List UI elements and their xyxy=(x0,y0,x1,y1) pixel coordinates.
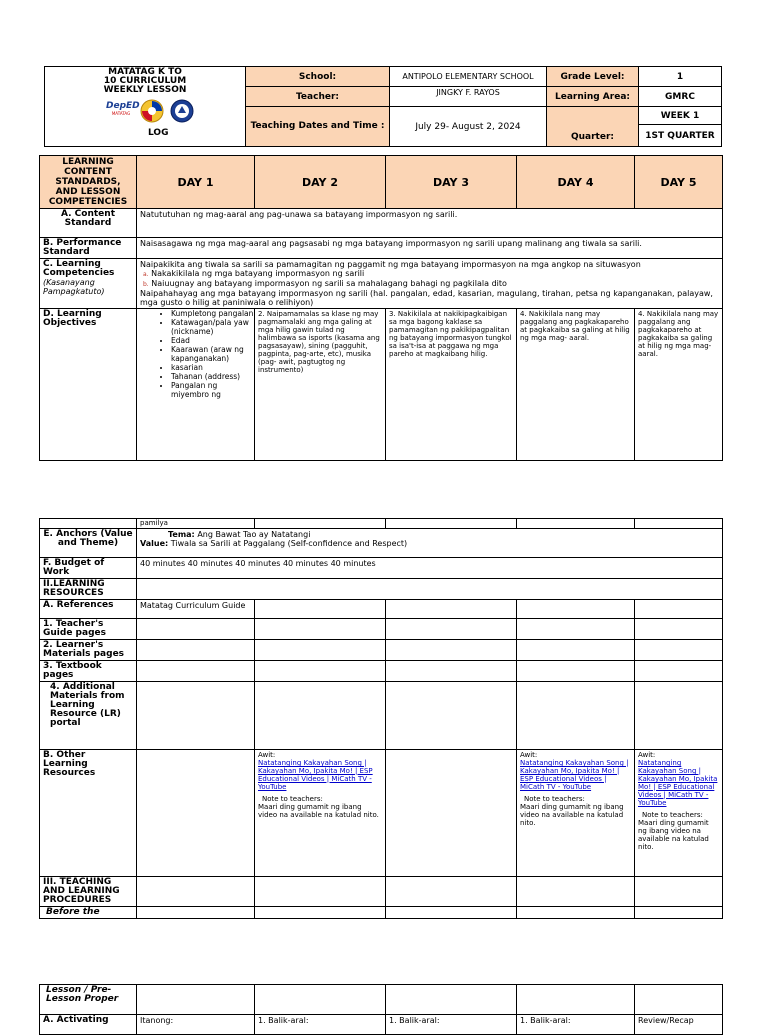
competencies-text: Naipakikita ang tiwala sa sarili sa pamamagitan ng paggamit ng mga batayang impormasyon na mga angkop na situwasyon a. Nakakikilala ng mga batayang impormasyon ng sarili b. Naiuugnay ang batayang impormasyon ng sarili sa mahalagang bahagi ng pagkilala dito Naipahahayag ang mga batayang impormasyon ng sarili (hal. pangalan, edad, kasarian, magulang, tirahan, petsa ng kapanganakan, palayaw, mga gusto o hilig at paniniwala o relihiyon) xyxy=(137,259,723,309)
procedures-label: III. TEACHING AND LEARNING PROCEDURES xyxy=(40,877,137,907)
competencies-table xyxy=(39,155,723,461)
log-label: LOG xyxy=(148,128,169,138)
logos xyxy=(48,99,242,129)
corner-header: LEARNING CONTENT STANDARDS, AND LESSON COMPETENCIES xyxy=(40,156,137,209)
form-title: MATATAG K TO 10 CURRICULUM WEEKLY LESSON xyxy=(103,67,187,95)
day5-header: DAY 5 xyxy=(635,156,723,209)
day3-header: DAY 3 xyxy=(386,156,517,209)
objectives-day3: 3. Nakikilala at nakikipagkaibigan sa mga bagong kaklase sa pamamagitan ng pakikipagpalitan ng batayang impormasyon tungkol sa isa't-isa at paggawa ng mga pareho at magkaibang hilig. xyxy=(386,309,517,461)
teacher-label: Teacher: xyxy=(246,87,390,107)
list-item: • Kumpletong pangalan xyxy=(171,309,254,318)
grade-value: 1 xyxy=(639,67,722,87)
anchors-text: Tema: Ang Bawat Tao ay Natatangi Value: Tiwala sa Sarili at Paggalang (Self-confidence and Respect) xyxy=(137,529,723,558)
activating-day5: Review/Recap xyxy=(635,1015,723,1035)
video-link-day4[interactable]: Natatanging Kakayahan Song | Kakayahan Mo, Ipakita Mo! | ESP Educational Videos | MiCath TV - YouTube xyxy=(520,759,629,791)
objectives-day4: 4. Nakikilala nang may paggalang ang pagkakapareho at pagkakaiba sa galing at hilig ng mga mag- aaral. xyxy=(517,309,635,461)
procedures-table xyxy=(39,984,723,1035)
textbook-label: 3. Textbook pages xyxy=(40,661,137,682)
objectives-day5: 4. Nakikilala nang may paggalang ang pagkakapareho at pagkakaiba sa galing at hilig ng mga mag- aaral. xyxy=(635,309,723,461)
performance-standard-text: Naisasagawa ng mga mag-aaral ang pagsasabi ng mga batayang impormasyon ng sarili upang malinang ang tiwala sa sarili. xyxy=(137,238,723,259)
quarter-label: Quarter: xyxy=(547,107,639,147)
header-table xyxy=(44,66,722,147)
activating-label: A. Activating xyxy=(40,1015,137,1035)
other-resources-day2: Awit: Natatanging Kakayahan Song | Kakayahan Mo, Ipakita Mo! | ESP Educational Videos | MiCath TV - YouTube Note to teachers: Maari ding gumamit ng ibang video na available na katulad nito. xyxy=(255,750,386,877)
content-standard-label: A. Content Standard xyxy=(40,209,137,238)
activating-day3: 1. Balik-aral: xyxy=(386,1015,517,1035)
objectives-day1-list xyxy=(137,309,254,399)
video-link-day2[interactable]: Natatanging Kakayahan Song | Kakayahan Mo, Ipakita Mo! | ESP Educational Videos | MiCath TV - YouTube xyxy=(258,759,373,791)
additional-materials-label: 4. Additional Materials from Learning Resource (LR) portal xyxy=(40,682,137,750)
list-item: • Katawagan/pala yaw (nickname) xyxy=(171,318,254,336)
references-text: Matatag Curriculum Guide xyxy=(137,600,255,619)
resources-label: II.LEARNING RESOURCES xyxy=(40,579,137,600)
dates-label: Teaching Dates and Time : xyxy=(246,107,390,147)
school-label: School: xyxy=(246,67,390,87)
activating-day4: 1. Balik-aral: xyxy=(517,1015,635,1035)
teachers-guide-label: 1. Teacher's Guide pages xyxy=(40,619,137,640)
list-item: • Pangalan ng miyembro ng xyxy=(171,381,254,399)
activating-day2: 1. Balik-aral: xyxy=(255,1015,386,1035)
day1-header: DAY 1 xyxy=(137,156,255,209)
pamilya-text: pamilya xyxy=(137,519,255,529)
day4-header: DAY 4 xyxy=(517,156,635,209)
philippine-seal-icon xyxy=(140,99,164,123)
week-value: WEEK 1 xyxy=(639,107,722,125)
activating-day1: Itanong: xyxy=(137,1015,255,1035)
objectives-label: D. Learning Objectives xyxy=(40,309,137,461)
competencies-sublabel: (Kasanayang Pampagkatuto) xyxy=(43,278,105,296)
school-value: ANTIPOLO ELEMENTARY SCHOOL xyxy=(390,67,547,87)
list-item: • Kaarawan (araw ng kapanganakan) xyxy=(171,345,254,363)
area-label: Learning Area: xyxy=(547,87,639,107)
quarter-value: 1ST QUARTER xyxy=(639,125,722,147)
other-resources-day5: Awit: Natatanging Kakayahan Song | Kakayahan Mo, Ipakita Mo! | ESP Educational Videos | MiCath TV - YouTube Note to teachers: Maari ding gumamit ng ibang video na available na katulad nito. xyxy=(635,750,723,877)
performance-standard-label: B. Performance Standard xyxy=(40,238,137,259)
list-item: • Edad xyxy=(171,336,254,345)
deped-seal-icon xyxy=(170,99,194,123)
resources-table xyxy=(39,518,723,919)
objectives-day1 xyxy=(137,309,255,461)
references-label: A. References xyxy=(40,600,137,619)
content-standard-text: Natututuhan ng mag-aaral ang pag-unawa sa batayang impormasyon ng sarili. xyxy=(137,209,723,238)
other-resources-label: B. Other Learning Resources xyxy=(40,750,137,877)
area-value: GMRC xyxy=(639,87,722,107)
video-link-day5[interactable]: Natatanging Kakayahan Song | Kakayahan Mo, Ipakita Mo! | ESP Educational Videos | MiCath TV - YouTube xyxy=(638,759,718,807)
other-resources-day4: Awit: Natatanging Kakayahan Song | Kakayahan Mo, Ipakita Mo! | ESP Educational Videos | MiCath TV - YouTube Note to teachers: Maari ding gumamit ng ibang video na available na katulad nito. xyxy=(517,750,635,877)
teacher-value: JINGKY F. RAYOS xyxy=(390,87,547,107)
budget-text: 40 minutes 40 minutes 40 minutes 40 minutes 40 minutes xyxy=(137,558,723,579)
budget-label: F. Budget of Work xyxy=(40,558,137,579)
lesson-proper-label: Lesson / Pre- Lesson Proper xyxy=(40,985,137,1015)
school-logo-cell xyxy=(45,67,246,147)
before-label: Before the xyxy=(40,907,137,919)
deped-logo: DepED MATATAG xyxy=(106,101,140,116)
learners-materials-label: 2. Learner's Materials pages xyxy=(40,640,137,661)
objectives-day2: 2. Naipamamalas sa klase ng may pagmamalaki ang mga galing at mga hilig gawin tulad ng halimbawa sa isports (kasama ang pagsasayaw), sining (pagguhit, pagpinta, pag-arte, etc), musika (pag- awit, pagtugtog ng instrumento) xyxy=(255,309,386,461)
dates-value: July 29- August 2, 2024 xyxy=(390,107,547,147)
competencies-label: C. Learning Competencies xyxy=(43,259,115,278)
competencies-label-cell xyxy=(40,259,137,309)
day2-header: DAY 2 xyxy=(255,156,386,209)
list-item: • Tahanan (address) xyxy=(171,372,254,381)
grade-label: Grade Level: xyxy=(547,67,639,87)
anchors-label: E. Anchors (Value and Theme) xyxy=(40,529,137,558)
list-item: • kasarian xyxy=(171,363,254,372)
